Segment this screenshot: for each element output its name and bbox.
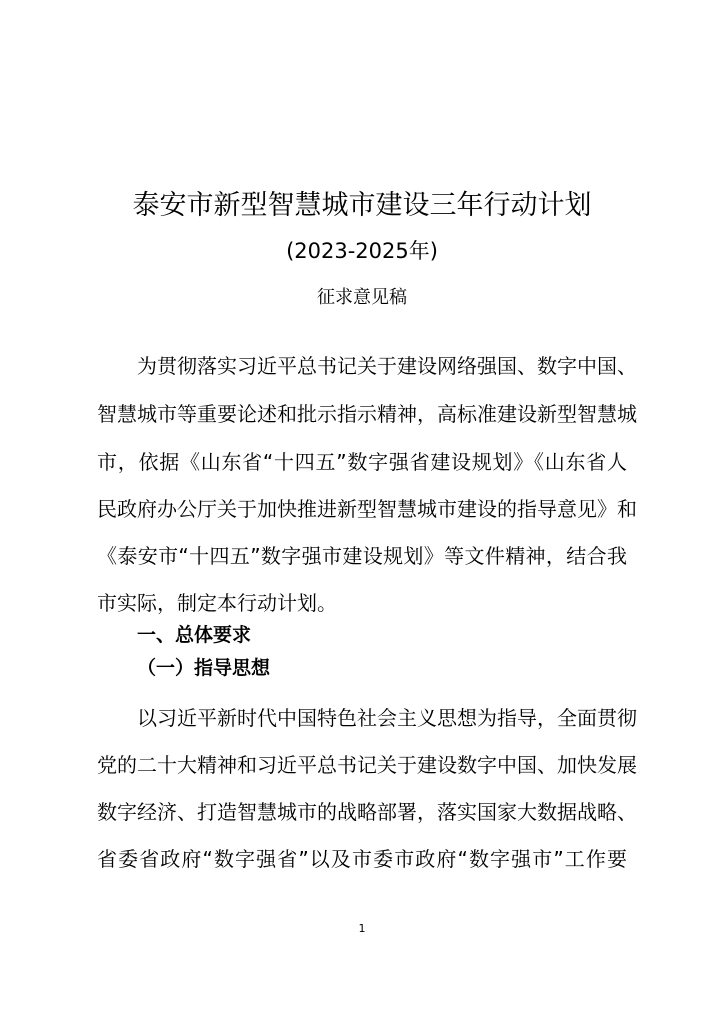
paragraph1-line: 民政府办公厅关于加快推进新型智慧城市建设的指导意见》和 [97, 497, 637, 521]
paragraph1-line: 智慧城市等重要论述和批示指示精神，高标准建设新型智慧城 [97, 402, 637, 426]
document-title: 泰安市新型智慧城市建设三年行动计划 [132, 190, 592, 221]
subsection-heading: （一）指导思想 [137, 657, 271, 679]
paragraph2-line: 以习近平新时代中国特色社会主义思想为指导，全面贯彻 [137, 706, 637, 730]
paragraph1-line: 市实际，制定本行动计划。 [97, 591, 337, 615]
paragraph1-line: 市，依据《山东省“十四五”数字强省建设规划》《山东省人 [97, 450, 627, 474]
paragraph1-line: 《泰安市“十四五”数字强市建设规划》等文件精神，结合我 [97, 544, 627, 568]
paragraph1-line: 为贯彻落实习近平总书记关于建设网络强国、数字中国、 [137, 354, 637, 378]
section-heading: 一、总体要求 [137, 624, 252, 646]
page-number: 1 [358, 922, 366, 935]
paragraph2-line: 党的二十大精神和习近平总书记关于建设数字中国、加快发展 [97, 753, 637, 777]
draft-label: 征求意见稿 [317, 287, 407, 308]
paragraph2-line: 省委省政府“数字强省”以及市委市政府“数字强市”工作要 [97, 847, 627, 871]
paragraph2-line: 数字经济、打造智慧城市的战略部署，落实国家大数据战略、 [97, 800, 637, 824]
document-subtitle: (2023-2025年) [286, 239, 438, 263]
